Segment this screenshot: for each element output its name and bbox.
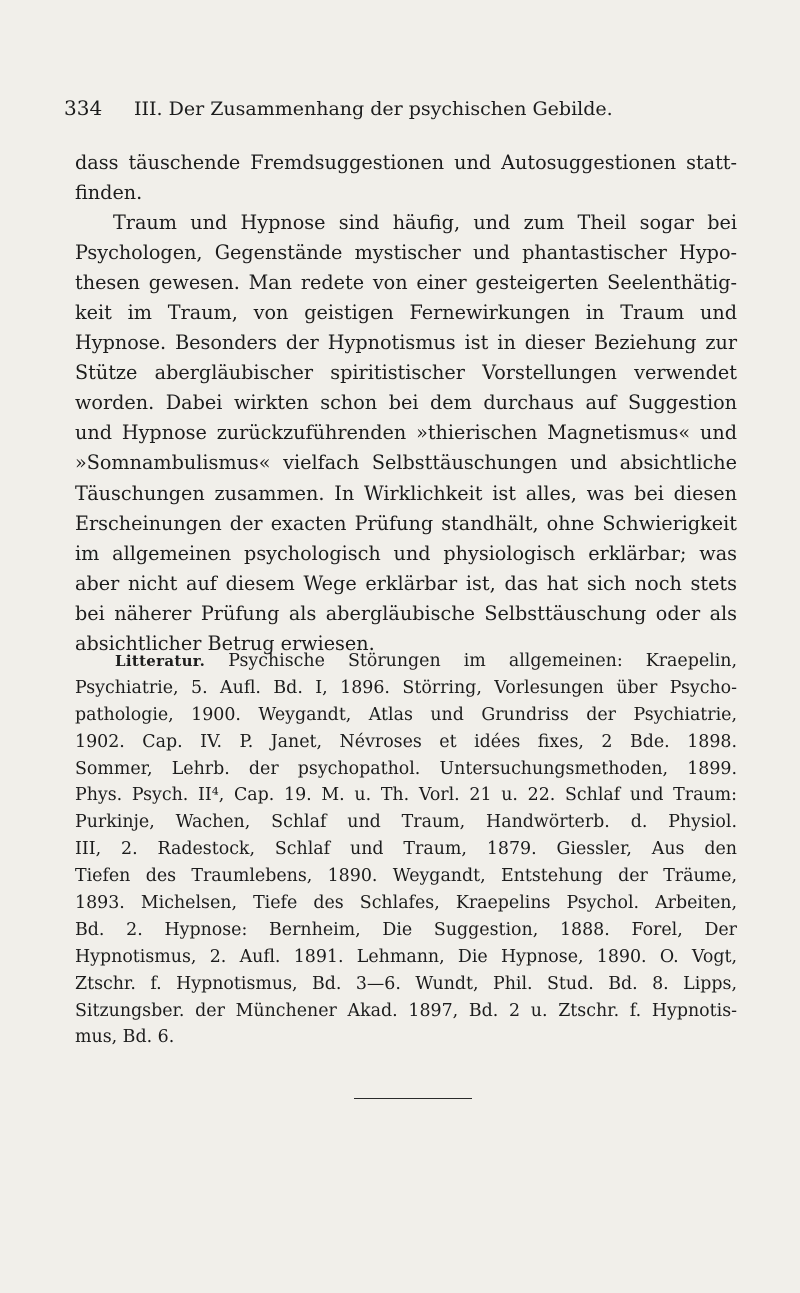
text-line: aber nicht auf diesem Wege erklärbar ist, das hat sich noch stets: [75, 571, 737, 595]
literature-line: mus, Bd. 6.: [75, 1027, 175, 1048]
text-line: Täuschungen zusammen. In Wirklichkeit ist alles, was bei diesen: [75, 481, 737, 505]
main-text: [75, 148, 737, 659]
text-line: im allgemeinen psychologisch und physiologisch erklärbar; was: [75, 541, 737, 565]
text-line: Erscheinungen der exacten Prüfung standhält, ohne Schwierigkeit: [75, 511, 737, 535]
literature-line: III, 2. Radestock, Schlaf und Traum, 1879. Giessler, Aus den: [75, 839, 737, 860]
text-line: Hypnose. Besonders der Hypnotismus ist in dieser Beziehung zur: [75, 331, 737, 355]
text-line: Stütze abergläubischer spiritistischer Vorstellungen verwendet: [75, 361, 737, 385]
literature-line: [75, 648, 737, 675]
text-line: absichtlicher Betrug erwiesen.: [75, 631, 375, 655]
text-line: Psychologen, Gegenstände mystischer und phantastischer Hypo-: [75, 241, 737, 265]
text-line: worden. Dabei wirkten schon bei dem durchaus auf Suggestion: [75, 391, 737, 415]
running-header: [64, 96, 744, 120]
literature-text: Psychische Störungen im allgemeinen: Kraepelin,: [228, 651, 737, 671]
text-line: finden.: [75, 181, 143, 205]
text-line: thesen gewesen. Man redete von einer gesteigerten Seelenthätig-: [75, 271, 737, 295]
literature-line: 1902. Cap. IV. P. Janet, Névroses et idées fixes, 2 Bde. 1898.: [75, 731, 737, 752]
text-line: keit im Traum, von geistigen Fernewirkungen in Traum und: [75, 301, 737, 325]
literature-line: 1893. Michelsen, Tiefe des Schlafes, Kraepelins Psychol. Arbeiten,: [75, 893, 737, 914]
literature-line: Ztschr. f. Hypnotismus, Bd. 3—6. Wundt, Phil. Stud. Bd. 8. Lipps,: [75, 973, 737, 994]
literature-line: Phys. Psych. II⁴, Cap. 19. M. u. Th. Vorl. 21 u. 22. Schlaf und Traum:: [75, 785, 737, 806]
literature-line: Sitzungsber. der Münchener Akad. 1897, Bd. 2 u. Ztschr. f. Hypnotis-: [75, 1000, 737, 1021]
literature-line: Sommer, Lehrb. der psychopathol. Untersuchungsmethoden, 1899.: [75, 758, 737, 779]
literature-line: Hypnotismus, 2. Aufl. 1891. Lehmann, Die Hypnose, 1890. O. Vogt,: [75, 946, 737, 967]
literature-line: Psychiatrie, 5. Aufl. Bd. I, 1896. Störring, Vorlesungen über Psycho-: [75, 677, 737, 698]
section-end-rule: [354, 1098, 472, 1099]
literature-line: Purkinje, Wachen, Schlaf und Traum, Handwörterb. d. Physiol.: [75, 812, 737, 833]
text-line: bei näherer Prüfung als abergläubische Selbsttäuschung oder als: [75, 601, 737, 625]
text-line: dass täuschende Fremdsuggestionen und Autosuggestionen statt-: [75, 151, 737, 174]
page-number: 334: [64, 96, 103, 120]
literature-line: Tiefen des Traumlebens, 1890. Weygandt, Entstehung der Träume,: [75, 866, 737, 887]
text-line: »Somnambulismus« vielfach Selbsttäuschungen und absichtliche: [75, 451, 737, 475]
running-title: III. Der Zusammenhang der psychischen Gebilde.: [134, 98, 613, 120]
text-line: und Hypnose zurückzuführenden »thierischen Magnetismus« und: [75, 421, 737, 445]
literature-label: Litteratur.: [115, 652, 206, 670]
literature-line: pathologie, 1900. Weygandt, Atlas und Grundriss der Psychiatrie,: [75, 704, 737, 725]
literature-section: [75, 648, 737, 1051]
literature-line: Bd. 2. Hypnose: Bernheim, Die Suggestion, 1888. Forel, Der: [75, 919, 737, 940]
text-line: Traum und Hypnose sind häufig, und zum Theil sogar bei: [113, 211, 737, 235]
